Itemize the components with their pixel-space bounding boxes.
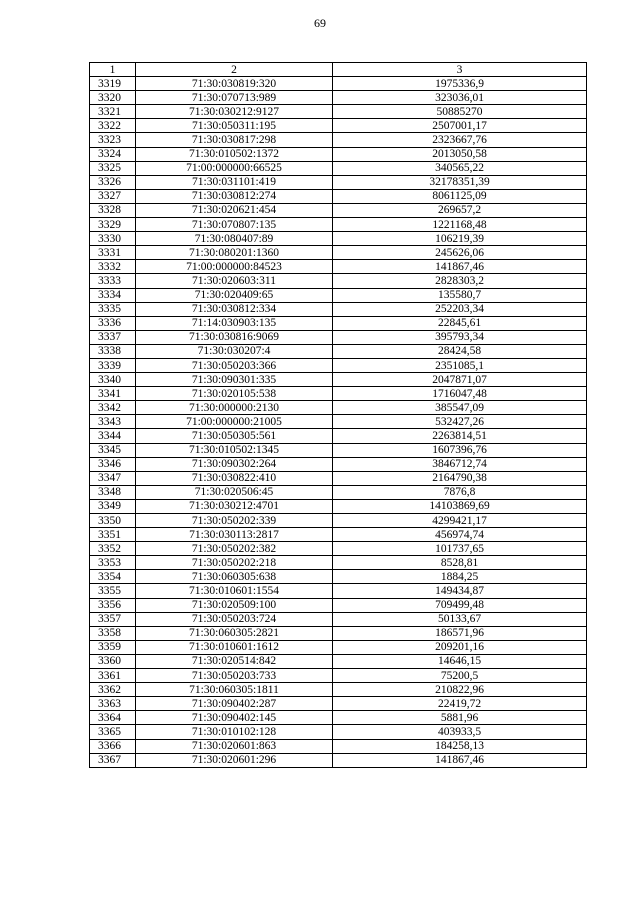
row-number-cell: 3324 [90,147,136,161]
row-number-cell: 3338 [90,344,136,358]
table-row [90,344,587,358]
cadastral-number-cell: 71:30:020509:100 [136,598,333,612]
row-number-cell: 3345 [90,443,136,457]
cadastral-number-cell: 71:30:050203:733 [136,669,333,683]
cadastral-number-cell: 71:30:090302:264 [136,457,333,471]
table-row [90,91,587,105]
cadastral-number-cell: 71:30:020601:296 [136,753,333,767]
row-number-cell: 3349 [90,499,136,513]
table-row [90,739,587,753]
table-row [90,232,587,246]
cadastral-number-cell: 71:30:030819:320 [136,77,333,91]
table-row [90,429,587,443]
row-number-cell: 3339 [90,358,136,372]
cadastral-value-cell: 2164790,38 [333,471,587,485]
row-number-cell: 3331 [90,246,136,260]
cadastral-number-cell: 71:30:050202:218 [136,556,333,570]
table-row [90,358,587,372]
cadastral-number-cell: 71:30:050202:339 [136,514,333,528]
cadastral-number-cell: 71:00:000000:66525 [136,161,333,175]
cadastral-number-cell: 71:30:060305:2821 [136,626,333,640]
table-row [90,514,587,528]
cadastral-number-cell: 71:30:060305:638 [136,570,333,584]
cadastral-value-cell: 50133,67 [333,612,587,626]
cadastral-number-cell: 71:30:050203:366 [136,358,333,372]
cadastral-number-cell: 71:14:030903:135 [136,316,333,330]
row-number-cell: 3344 [90,429,136,443]
cadastral-value-cell: 2323667,76 [333,133,587,147]
cadastral-value-cell: 141867,46 [333,260,587,274]
row-number-cell: 3361 [90,669,136,683]
table-row [90,119,587,133]
table-row [90,556,587,570]
table-row [90,697,587,711]
row-number-cell: 3351 [90,528,136,542]
cadastral-value-cell: 1884,25 [333,570,587,584]
cadastral-number-cell: 71:30:000000:2130 [136,401,333,415]
cadastral-value-cell: 1221168,48 [333,218,587,232]
cadastral-value-cell: 532427,26 [333,415,587,429]
table-row [90,654,587,668]
cadastral-value-cell: 141867,46 [333,753,587,767]
table-row [90,133,587,147]
table-row [90,711,587,725]
row-number-cell: 3366 [90,739,136,753]
cadastral-value-cell: 2828303,2 [333,274,587,288]
cadastral-value-cell: 2351085,1 [333,358,587,372]
cadastral-number-cell: 71:30:090402:145 [136,711,333,725]
table-row [90,316,587,330]
table-row [90,161,587,175]
cadastral-value-cell: 709499,48 [333,598,587,612]
table-row [90,626,587,640]
cadastral-value-cell: 385547,09 [333,401,587,415]
cadastral-number-cell: 71:30:010601:1554 [136,584,333,598]
row-number-cell: 3337 [90,330,136,344]
cadastral-value-cell: 106219,39 [333,232,587,246]
row-number-cell: 3363 [90,697,136,711]
row-number-cell: 3321 [90,105,136,119]
page-number: 69 [314,16,326,30]
cadastral-value-cell: 2263814,51 [333,429,587,443]
row-number-cell: 3340 [90,373,136,387]
table-row [90,471,587,485]
row-number-cell: 3325 [90,161,136,175]
cadastral-value-cell: 456974,74 [333,528,587,542]
cadastral-value-cell: 245626,06 [333,246,587,260]
table-row [90,542,587,556]
cadastral-value-cell: 22419,72 [333,697,587,711]
cadastral-value-cell: 101737,65 [333,542,587,556]
row-number-cell: 3367 [90,753,136,767]
cadastral-value-cell: 14646,15 [333,654,587,668]
row-number-cell: 3354 [90,570,136,584]
table-body [90,77,587,768]
row-number-cell: 3332 [90,260,136,274]
cadastral-number-cell: 71:30:020601:863 [136,739,333,753]
table-header [90,63,587,77]
table-row [90,485,587,499]
cadastral-value-cell: 209201,16 [333,640,587,654]
cadastral-number-cell: 71:30:030822:410 [136,471,333,485]
cadastral-number-cell: 71:30:080201:1360 [136,246,333,260]
cadastral-number-cell: 71:00:000000:84523 [136,260,333,274]
row-number-cell: 3346 [90,457,136,471]
cadastral-number-cell: 71:30:090402:287 [136,697,333,711]
cadastral-number-cell: 71:30:030113:2817 [136,528,333,542]
row-number-cell: 3357 [90,612,136,626]
row-number-cell: 3355 [90,584,136,598]
cadastral-number-cell: 71:30:020409:65 [136,288,333,302]
row-number-cell: 3323 [90,133,136,147]
cadastral-value-cell: 135580,7 [333,288,587,302]
cadastral-number-cell: 71:30:010502:1345 [136,443,333,457]
cadastral-number-cell: 71:30:030207:4 [136,344,333,358]
cadastral-number-cell: 71:30:010102:128 [136,725,333,739]
cadastral-number-cell: 71:30:030212:9127 [136,105,333,119]
table-row [90,302,587,316]
cadastral-value-cell: 1607396,76 [333,443,587,457]
header-cell-2: 2 [136,63,333,77]
row-number-cell: 3333 [90,274,136,288]
row-number-cell: 3330 [90,232,136,246]
table-row [90,77,587,91]
header-cell-3: 3 [333,63,587,77]
cadastral-number-cell: 71:30:050311:195 [136,119,333,133]
cadastral-value-cell: 210822,96 [333,683,587,697]
cadastral-number-cell: 71:30:030817:298 [136,133,333,147]
cadastral-number-cell: 71:30:070807:135 [136,218,333,232]
row-number-cell: 3334 [90,288,136,302]
row-number-cell: 3342 [90,401,136,415]
table-row [90,499,587,513]
table-row [90,725,587,739]
table-row [90,203,587,217]
cadastral-value-cell: 14103869,69 [333,499,587,513]
table-row [90,373,587,387]
cadastral-number-cell: 71:30:060305:1811 [136,683,333,697]
row-number-cell: 3343 [90,415,136,429]
cadastral-number-cell: 71:30:020105:538 [136,387,333,401]
cadastral-number-cell: 71:30:020603:311 [136,274,333,288]
cadastral-value-cell: 149434,87 [333,584,587,598]
cadastral-number-cell: 71:30:020621:454 [136,203,333,217]
cadastral-number-cell: 71:30:050305:561 [136,429,333,443]
table-row [90,218,587,232]
row-number-cell: 3329 [90,218,136,232]
cadastral-value-cell: 5881,96 [333,711,587,725]
table-row [90,640,587,654]
row-number-cell: 3320 [90,91,136,105]
cadastral-value-cell: 8528,81 [333,556,587,570]
cadastral-number-cell: 71:30:030812:334 [136,302,333,316]
row-number-cell: 3327 [90,189,136,203]
cadastral-value-cell: 2507001,17 [333,119,587,133]
cadastral-number-cell: 71:30:070713:989 [136,91,333,105]
row-number-cell: 3358 [90,626,136,640]
cadastral-number-cell: 71:30:031101:419 [136,175,333,189]
cadastral-number-cell: 71:30:090301:335 [136,373,333,387]
row-number-cell: 3319 [90,77,136,91]
table-row [90,246,587,260]
row-number-cell: 3326 [90,175,136,189]
header-cell-1: 1 [90,63,136,77]
table-row [90,683,587,697]
cadastral-value-cell: 269657,2 [333,203,587,217]
table-row [90,570,587,584]
row-number-cell: 3365 [90,725,136,739]
cadastral-value-cell: 252203,34 [333,302,587,316]
cadastral-value-cell: 75200,5 [333,669,587,683]
cadastral-value-cell: 1716047,48 [333,387,587,401]
table-row [90,175,587,189]
row-number-cell: 3360 [90,654,136,668]
table-row [90,189,587,203]
cadastral-value-cell: 340565,22 [333,161,587,175]
cadastral-value-cell: 395793,34 [333,330,587,344]
cadastral-number-cell: 71:30:030816:9069 [136,330,333,344]
table-row [90,147,587,161]
cadastral-number-cell: 71:00:000000:21005 [136,415,333,429]
cadastral-value-cell: 7876,8 [333,485,587,499]
cadastral-value-cell: 323036,01 [333,91,587,105]
cadastral-value-cell: 184258,13 [333,739,587,753]
cadastral-value-cell: 186571,96 [333,626,587,640]
table-row [90,753,587,767]
table-row [90,401,587,415]
cadastral-number-cell: 71:30:010601:1612 [136,640,333,654]
row-number-cell: 3335 [90,302,136,316]
row-number-cell: 3341 [90,387,136,401]
cadastral-value-cell: 4299421,17 [333,514,587,528]
row-number-cell: 3328 [90,203,136,217]
cadastral-number-cell: 71:30:020514:842 [136,654,333,668]
table-row [90,457,587,471]
table-row [90,528,587,542]
table-row [90,584,587,598]
table-row [90,612,587,626]
row-number-cell: 3352 [90,542,136,556]
row-number-cell: 3336 [90,316,136,330]
cadastral-value-cell: 50885270 [333,105,587,119]
table-row [90,105,587,119]
table-row [90,387,587,401]
cadastral-value-cell: 22845,61 [333,316,587,330]
cadastral-number-cell: 71:30:010502:1372 [136,147,333,161]
cadastral-number-cell: 71:30:030212:4701 [136,499,333,513]
cadastral-number-cell: 71:30:050202:382 [136,542,333,556]
table-row [90,443,587,457]
cadastral-value-table [89,62,587,768]
cadastral-value-cell: 28424,58 [333,344,587,358]
cadastral-number-cell: 71:30:050203:724 [136,612,333,626]
table-row [90,669,587,683]
row-number-cell: 3362 [90,683,136,697]
row-number-cell: 3359 [90,640,136,654]
cadastral-number-cell: 71:30:030812:274 [136,189,333,203]
cadastral-number-cell: 71:30:080407:89 [136,232,333,246]
row-number-cell: 3364 [90,711,136,725]
cadastral-value-cell: 403933,5 [333,725,587,739]
row-number-cell: 3350 [90,514,136,528]
table-row [90,260,587,274]
row-number-cell: 3347 [90,471,136,485]
cadastral-value-cell: 2013050,58 [333,147,587,161]
header-row [90,63,587,77]
cadastral-value-cell: 8061125,09 [333,189,587,203]
table-row [90,415,587,429]
table-row [90,598,587,612]
cadastral-value-cell: 1975336,9 [333,77,587,91]
cadastral-value-cell: 32178351,39 [333,175,587,189]
table-row [90,274,587,288]
row-number-cell: 3348 [90,485,136,499]
cadastral-number-cell: 71:30:020506:45 [136,485,333,499]
row-number-cell: 3356 [90,598,136,612]
table-row [90,288,587,302]
row-number-cell: 3353 [90,556,136,570]
cadastral-value-cell: 2047871,07 [333,373,587,387]
table-row [90,330,587,344]
row-number-cell: 3322 [90,119,136,133]
cadastral-value-cell: 3846712,74 [333,457,587,471]
